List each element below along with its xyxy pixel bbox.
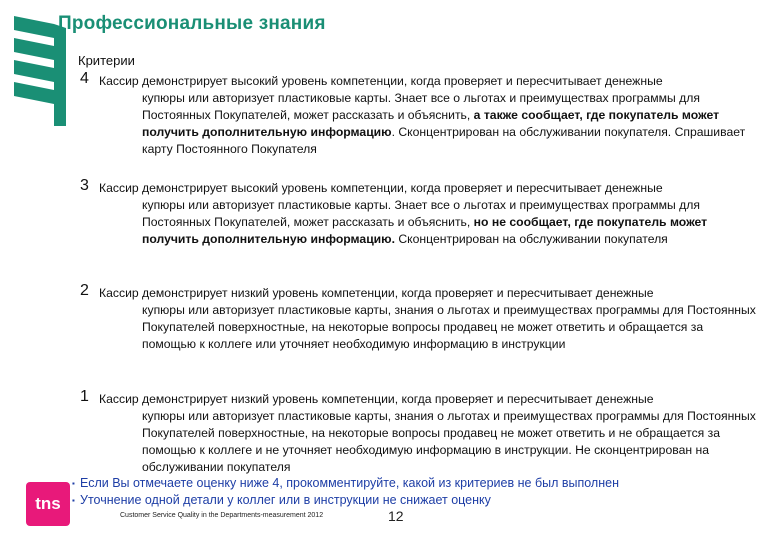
page-title: Профессиональные знания: [58, 13, 326, 34]
grade-number: 3: [80, 177, 89, 194]
grade-2: [80, 282, 760, 353]
grade-number: 2: [80, 282, 89, 299]
grade-3: [80, 177, 760, 248]
grade-text-rest: купюры или авторизует пластиковые карты, знания о льготах и преимуществах программы для Постоянных Покупателей поверхностные, на некоторые вопросы продавец не может ответить и не обращается за помощью к коллеге и не уточняет необходимую информацию в инструкции. Не сконцентрирован на обслуживании покупателя: [142, 409, 756, 474]
note-2: Уточнение одной детали у коллег или в инструкции не снижает оценку: [80, 493, 491, 507]
page-number: 12: [388, 508, 404, 524]
grade-text-first: Кассир демонстрирует высокий уровень компетенции, когда проверяет и пересчитывает денежные: [99, 74, 663, 88]
grade-text-first: Кассир демонстрирует низкий уровень компетенции, когда проверяет и пересчитывает денежные: [99, 392, 654, 406]
bullet-icon: ▪: [72, 496, 75, 505]
bullet-icon: ▪: [72, 479, 75, 488]
grade-text-rest: купюры или авторизует пластиковые карты, знания о льготах и преимуществах программы для Постоянных Покупателей поверхностные, на некоторые вопросы продавец не может ответить и обращается за помощью к коллеге или уточняет необходимую информацию в инструкции: [142, 303, 756, 351]
criteria-label: Критерии: [78, 53, 135, 68]
grade-4: [80, 70, 760, 158]
grade-number: 1: [80, 388, 89, 405]
footer-text: Customer Service Quality in the Departments-measurement 2012: [120, 512, 324, 519]
note-1: Если Вы отмечаете оценку ниже 4, прокомментируйте, какой из критериев не был выполнен: [80, 476, 619, 490]
grade-text-first: Кассир демонстрирует высокий уровень компетенции, когда проверяет и пересчитывает денежные: [99, 181, 663, 195]
grade-text-first: Кассир демонстрирует низкий уровень компетенции, когда проверяет и пересчитывает денежные: [99, 286, 654, 300]
grade-text-rest: купюры или авторизует пластиковые карты. Знает все о льготах и преимуществах программы для Постоянных Покупателей, может рассказать и объяснить, а также сообщает, где покупатель может получить дополнительную информацию. Сконцентрирован на обслуживании покупателя. Спрашивает карту Постоянного Покупателя: [142, 91, 746, 156]
tns-logo: tns: [26, 482, 70, 526]
grade-number: 4: [80, 70, 89, 87]
grade-1: [80, 388, 760, 476]
grade-text-rest: купюры или авторизует пластиковые карты. Знает все о льготах и преимуществах программы для Постоянных Покупателей, может рассказать и объяснить, но не сообщает, где покупатель может получить дополнительную информацию. Сконцентрирован на обслуживании покупателя: [142, 198, 708, 246]
